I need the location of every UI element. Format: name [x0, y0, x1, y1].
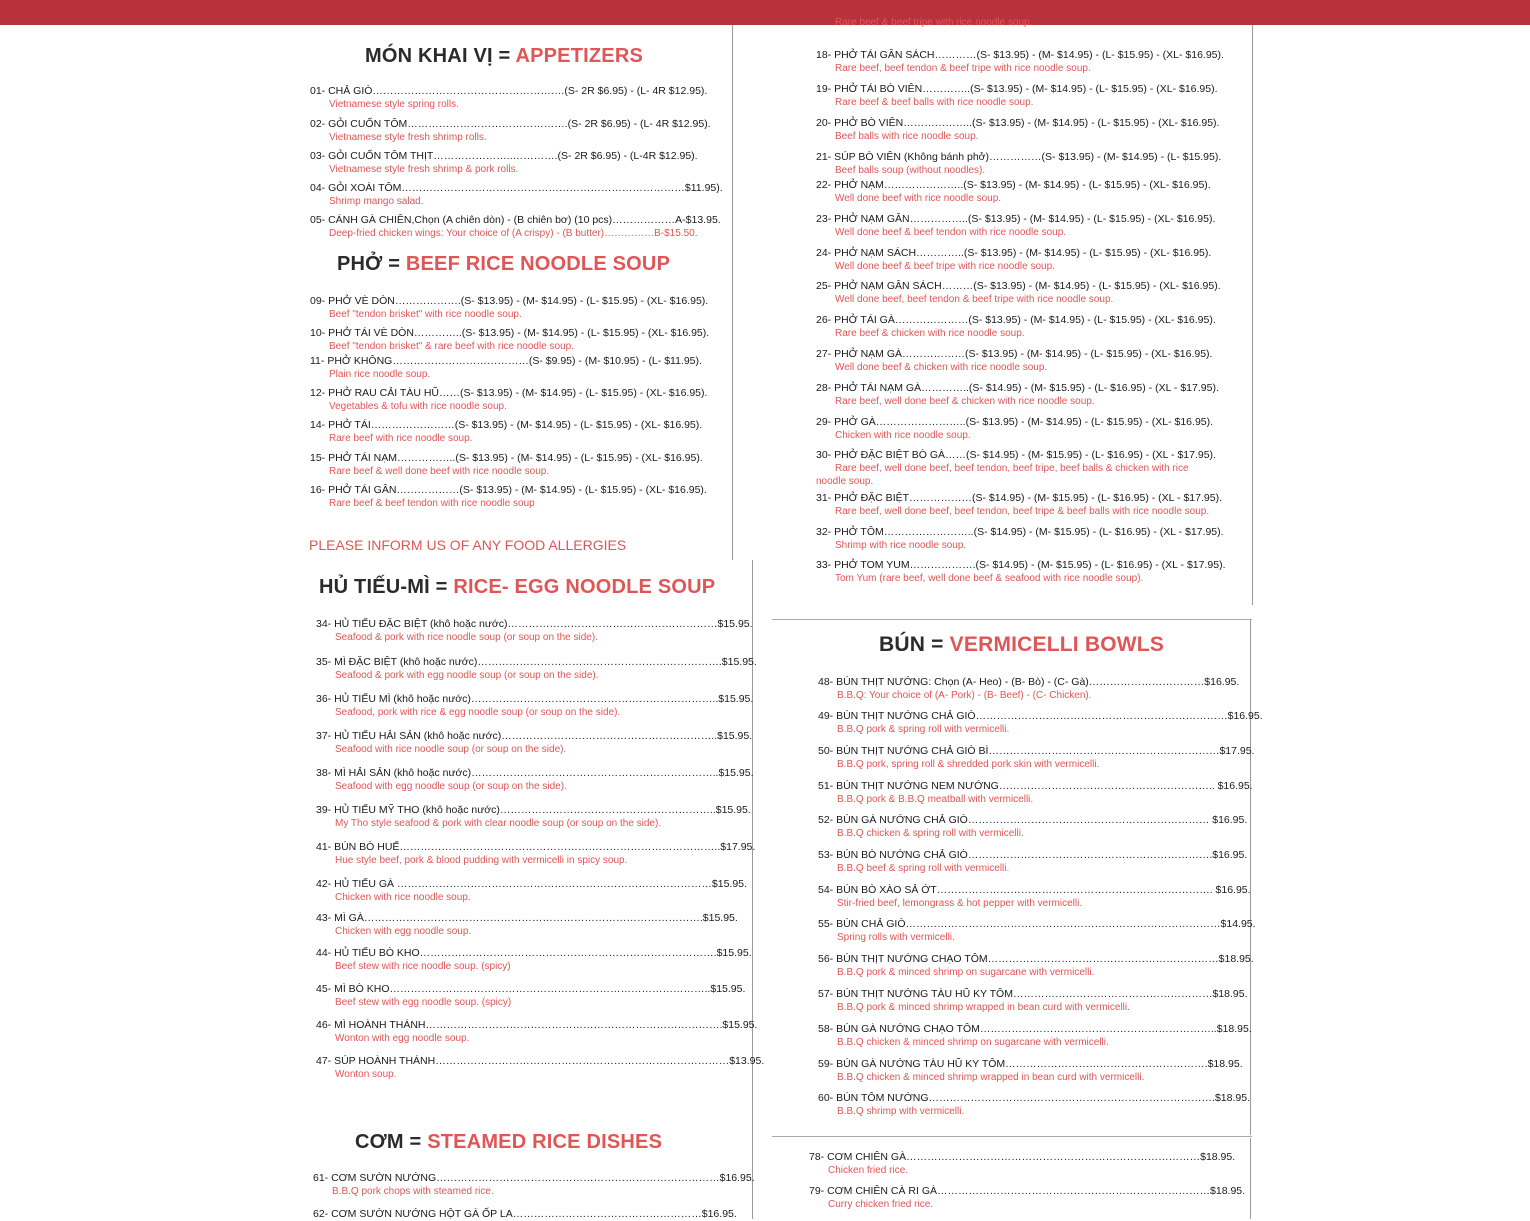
- item-description: Chicken fried rice.: [828, 1165, 909, 1176]
- top-banner-bar: [0, 0, 1530, 25]
- menu-item-16: [310, 484, 707, 510]
- item-description: Chicken with rice noodle soup.: [835, 430, 971, 441]
- menu-item-26: [816, 314, 1216, 340]
- item-description: Shrimp with rice noodle soup.: [835, 540, 967, 551]
- item-name: 39- HỦ TIẾU MỸ THO (khô hoặc nước)……………………………………………………..$15.95.: [316, 804, 751, 816]
- menu-item-33: [816, 559, 1226, 585]
- item-description: Vietnamese style fresh shrimp & pork rolls.: [329, 164, 519, 175]
- menu-item-62: [313, 1208, 737, 1221]
- menu-item-46: [316, 1019, 757, 1045]
- item-description: B.B.Q chicken & minced shrimp wrapped in bean curd with vermicelli.: [837, 1072, 1145, 1083]
- item-name: 33- PHỞ TOM YUM……………….(S- $14.95) - (M- $15.95) - (L- $16.95) - (XL - $17.95).: [816, 559, 1226, 571]
- menu-item-18: [816, 49, 1224, 75]
- item-description: Seafood with egg noodle soup (or soup on the side).: [335, 781, 567, 792]
- menu-item-25: [816, 280, 1221, 306]
- title-english: VERMICELLI BOWLS: [949, 633, 1165, 656]
- item-name: 62- CƠM SƯỜN NƯỚNG HỘT GÀ ỐP LA………………………………………………$16.95.: [313, 1208, 737, 1220]
- item-name: 12- PHỞ RAU CẢI TÀU HŨ……(S- $13.95) - (M- $14.95) - (L- $15.95) - (XL- $16.95).: [310, 387, 708, 399]
- item-description: B.B.Q pork & minced shrimp wrapped in bean curd with vermicelli.: [837, 1002, 1130, 1013]
- item-description: Seafood & pork with rice noodle soup (or soup on the side).: [335, 632, 598, 643]
- item-name: 50- BÚN THỊT NƯỚNG CHẢ GIÒ BÌ…………………………………………………………$17.95.: [818, 745, 1255, 757]
- item-description: Beef "tendon brisket" with rice noodle soup.: [329, 309, 522, 320]
- item-description: Rare beef & well done beef with rice noodle soup.: [329, 466, 550, 477]
- menu-item-48: [818, 676, 1239, 702]
- item-description: Spring rolls with vermicelli.: [837, 932, 955, 943]
- menu-item-12: [310, 387, 707, 413]
- menu-item-28: [816, 382, 1219, 408]
- item-description: B.B.Q: Your choice of (A- Pork) - (B- Beef) - (C- Chicken).: [837, 690, 1092, 701]
- title-vietnamese: BÚN: [879, 633, 926, 656]
- item-name: 54- BÚN BÒ XÀO SẢ ỚT……………………………………………………………………. $16.95.: [818, 884, 1251, 896]
- item-description: Chicken with egg noodle soup.: [335, 926, 472, 937]
- item-description: Seafood & pork with egg noodle soup (or soup on the side).: [335, 670, 599, 681]
- menu-item-01: [310, 85, 707, 111]
- item-name: 14- PHỞ TÁI……………………(S- $13.95) - (M- $14.95) - (L- $15.95) - (XL- $16.95).: [310, 419, 703, 431]
- item-description: Well done beef with rice noodle soup.: [835, 193, 1002, 204]
- item-description: Beef balls soup (without noodles).: [835, 165, 986, 176]
- item-name: 45- MÌ BÒ KHO………………………………………………………………………………..$15.95.: [316, 983, 746, 995]
- menu-item-52: [818, 814, 1247, 840]
- item-name: 41- BÚN BÒ HUẾ………………………………………………………………………………..$17.95.: [316, 841, 756, 853]
- item-description: Rare beef & beef tripe with rice noodle soup.: [835, 17, 1033, 28]
- menu-item-54: [818, 884, 1251, 910]
- item-description: Hue style beef, pork & blood pudding with vermicelli in spicy soup.: [335, 855, 628, 866]
- item-name: 19- PHỞ TÁI BÒ VIÊN…………..(S- $13.95) - (M- $14.95) - (L- $15.95) - (XL- $16.95).: [816, 83, 1218, 95]
- item-name: 05- CÁNH GÀ CHIÊN,Chọn (A chiên dòn) - (B chiên bơ) (10 pcs)………………A-$13.95.: [310, 214, 721, 226]
- menu-item-39: [316, 804, 751, 830]
- item-name: 55- BÚN CHẢ GIÒ………………………………………………………………………………$14.95.: [818, 918, 1256, 930]
- item-name: 24- PHỞ NẠM SÁCH…………..(S- $13.95) - (M- $14.95) - (L- $15.95) - (XL- $16.95).: [816, 247, 1212, 259]
- item-description: Wonton with egg noodle soup.: [335, 1033, 470, 1044]
- menu-item-21: [816, 151, 1221, 177]
- item-name: 15- PHỞ TÁI NẠM……………..(S- $13.95) - (M- $14.95) - (L- $15.95) - (XL- $16.95).: [310, 452, 703, 464]
- item-name: 53- BÚN BÒ NƯỚNG CHẢ GIÒ…………………………………………………………….$16.95.: [818, 849, 1248, 861]
- menu-item-31: [816, 492, 1222, 518]
- item-name: 03- GỎI CUỐN TÔM THỊT…………………..………….(S- 2R $6.95) - (L-4R $12.95).: [310, 150, 698, 162]
- menu-item-49: [818, 710, 1263, 736]
- menu-item-30: [816, 449, 1216, 488]
- panel-divider: [1250, 1138, 1251, 1219]
- item-name: 56- BÚN THỊT NƯỚNG CHẠO TÔM…………………………………………………………$18.95.: [818, 953, 1254, 965]
- item-name: 57- BÚN THỊT NƯỚNG TÀU HŨ KY TÔM…………………………………………………$18.95.: [818, 988, 1248, 1000]
- menu-item-56: [818, 953, 1254, 979]
- item-name: 27- PHỞ NẠM GÀ………………(S- $13.95) - (M- $14.95) - (L- $15.95) - (XL- $16.95).: [816, 348, 1213, 360]
- menu-item-38: [316, 767, 754, 793]
- item-description: Rare beef, well done beef & chicken with rice noodle soup.: [835, 396, 1095, 407]
- menu-item-60: [818, 1092, 1250, 1118]
- title-vietnamese: HỦ TIẾU-MÌ: [319, 576, 430, 598]
- item-description: Rare beef, beef tendon & beef tripe with rice noodle soup.: [835, 63, 1091, 74]
- item-name: 21- SÚP BÒ VIÊN (Không bánh phở)……………(S- $13.95) - (M- $14.95) - (L- $15.95).: [816, 151, 1222, 163]
- item-description: Chicken with rice noodle soup.: [335, 892, 471, 903]
- item-description: B.B.Q pork & minced shrimp on sugarcane with vermicelli.: [837, 967, 1095, 978]
- menu-item-17-desc: [816, 16, 1032, 29]
- menu-item-78: [809, 1151, 1235, 1177]
- title-vietnamese: MÓN KHAI VỊ: [365, 45, 493, 67]
- item-name: 60- BÚN TÔM NƯỚNG……………………………………………………………………….$18.95.: [818, 1092, 1250, 1104]
- menu-item-10: [310, 327, 709, 353]
- item-description: Seafood with rice noodle soup (or soup on the side).: [335, 744, 567, 755]
- item-name: 59- BÚN GÀ NƯỚNG TÀU HŨ KY TÔM………………………………………………….$18.95.: [818, 1058, 1243, 1070]
- item-description: My Tho style seafood & pork with clear noodle soup (or soup on the side).: [335, 818, 662, 829]
- item-description: B.B.Q chicken & minced shrimp on sugarcane with vermicelli.: [837, 1037, 1109, 1048]
- item-description: Deep-fried chicken wings: Your choice of (A crispy) - (B butter)……………B-$15.50.: [329, 228, 698, 239]
- title-equals: =: [435, 576, 448, 598]
- item-description: Well done beef & beef tendon with rice noodle soup.: [835, 227, 1067, 238]
- item-name: 58- BÚN GÀ NƯỚNG CHẠO TÔM…………………………………………………………..$18.95.: [818, 1023, 1252, 1035]
- menu-item-32: [816, 526, 1224, 552]
- item-name: 61- CƠM SƯỜN NƯỚNG………………………………………………………………………$16.95.: [313, 1172, 755, 1184]
- title-equals: =: [931, 633, 944, 656]
- menu-item-24: [816, 247, 1211, 273]
- item-name: 42- HỦ TIẾU GÀ ………………………………………………………………………………$15.95.: [316, 878, 747, 890]
- menu-item-15: [310, 452, 703, 478]
- item-name: 10- PHỞ TÁI VÈ DÒN…………..(S- $13.95) - (M- $14.95) - (L- $15.95) - (XL- $16.95).: [310, 327, 710, 339]
- item-name: 49- BÚN THỊT NƯỚNG CHẢ GIÒ………………………………………………………………$16.95.: [818, 710, 1263, 722]
- item-description: Well done beef & beef tripe with rice noodle soup.: [835, 261, 1055, 272]
- menu-item-47: [316, 1055, 764, 1081]
- menu-item-03: [310, 150, 698, 176]
- item-description: Plain rice noodle soup.: [329, 369, 431, 380]
- item-name: 51- BÚN THỊT NƯỚNG NEM NƯỚNG…………………………………………………….. $16.95.: [818, 780, 1253, 792]
- item-name: 34- HỦ TIẾU ĐẶC BIỆT (khô hoặc nước)……………………………………………………$15.95.: [316, 618, 753, 630]
- item-name: 47- SÚP HOÀNH THÁNH…………………………………………………………………………$13.95.: [316, 1055, 765, 1067]
- item-name: 37- HỦ TIẾU HẢI SẢN (khô hoặc nước)……………………………………………………..$15.95.: [316, 730, 753, 742]
- menu-item-59: [818, 1058, 1243, 1084]
- menu-item-43: [316, 912, 738, 938]
- item-description: Beef balls with rice noodle soup.: [835, 131, 979, 142]
- panel-divider: [772, 1136, 1252, 1137]
- item-description: Well done beef & chicken with rice noodle soup.: [835, 362, 1048, 373]
- item-name: 38- MÌ HẢI SẢN (khô hoặc nước)……………………………………………………………..$15.95.: [316, 767, 754, 779]
- item-description: B.B.Q pork chops with steamed rice.: [332, 1186, 494, 1197]
- item-description: Tom Yum (rare beef, well done beef & seafood with rice noodle soup).: [835, 573, 1144, 584]
- menu-item-23: [816, 213, 1215, 239]
- item-name: 52- BÚN GÀ NƯỚNG CHẢ GIÒ…………………………………………………………… $16.95.: [818, 814, 1248, 826]
- title-equals: =: [409, 1131, 422, 1153]
- menu-item-55: [818, 918, 1256, 944]
- menu-item-44: [316, 947, 752, 973]
- item-description: Wonton soup.: [335, 1069, 397, 1080]
- menu-item-19: [816, 83, 1218, 109]
- item-name: 79- CƠM CHIÊN CÀ RI GÀ……………………………………………………………………$18.95.: [809, 1185, 1246, 1197]
- menu-item-35: [316, 656, 757, 682]
- item-name: 35- MÌ ĐẶC BIỆT (khô hoặc nước)…………………………………………………………….$15.95.: [316, 656, 757, 668]
- item-description: B.B.Q pork, spring roll & shredded pork skin with vermicelli.: [837, 759, 1100, 770]
- section-title-hu-tieu: [319, 576, 715, 599]
- title-english: BEEF RICE NOODLE SOUP: [405, 253, 671, 275]
- item-description: Well done beef, beef tendon & beef tripe with rice noodle soup.: [835, 294, 1114, 305]
- menu-item-50: [818, 745, 1254, 771]
- item-description: Rare beef, well done beef, beef tendon, beef tripe, beef balls & chicken with rice: [835, 463, 1189, 474]
- item-name: 16- PHỞ TÁI GÂN………………(S- $13.95) - (M- $14.95) - (L- $15.95) - (XL- $16.95).: [310, 484, 707, 496]
- item-description: Stir-fried beef, lemongrass & hot pepper with vermicelli.: [837, 898, 1083, 909]
- item-description: B.B.Q chicken & spring roll with vermicelli.: [837, 828, 1024, 839]
- menu-item-79: [809, 1185, 1245, 1211]
- item-description: Beef stew with egg noodle soup. (spicy): [335, 997, 512, 1008]
- title-equals: =: [498, 45, 511, 67]
- item-description: Curry chicken fried rice.: [828, 1199, 934, 1210]
- menu-item-42: [316, 878, 747, 904]
- menu-item-04: [310, 182, 723, 208]
- item-description: Beef "tendon brisket" & rare beef with rice noodle soup.: [329, 341, 575, 352]
- item-name: 28- PHỞ TÁI NẠM GÀ…………..(S- $14.95) - (M- $15.95) - (L- $16.95) - (XL - $17.95).: [816, 382, 1219, 394]
- menu-item-41: [316, 841, 755, 867]
- menu-item-22: [816, 179, 1211, 205]
- item-name: 02- GỎI CUỐN TÔM……………………………………….(S- 2R $6.95) - (L- 4R $12.95).: [310, 118, 711, 130]
- item-name: 48- BÚN THỊT NƯỚNG: Chọn (A- Heo) - (B- Bò) - (C- Gà)……………………………$16.95.: [818, 676, 1240, 688]
- panel-divider: [732, 25, 733, 560]
- item-name: 25- PHỞ NẠM GÂN SÁCH………(S- $13.95) - (M- $14.95) - (L- $15.95) - (XL- $16.95).: [816, 280, 1221, 292]
- panel-divider: [772, 619, 1252, 620]
- menu-item-29: [816, 416, 1213, 442]
- item-description: Vietnamese style fresh shrimp rolls.: [329, 132, 487, 143]
- menu-item-51: [818, 780, 1253, 806]
- item-description: Rare beef with rice noodle soup.: [329, 433, 473, 444]
- item-name: 46- MÌ HOÀNH THÁNH………………………………………………………………………….$15.95.: [316, 1019, 758, 1031]
- menu-item-61: [313, 1172, 755, 1198]
- menu-item-09: [310, 295, 708, 321]
- item-name: 26- PHỞ TÁI GÀ…………………(S- $13.95) - (M- $14.95) - (L- $15.95) - (XL- $16.95).: [816, 314, 1216, 326]
- item-name: 43- MÌ GÀ…………………………………………………………………………………….$15.95.: [316, 912, 738, 924]
- panel-divider: [1252, 25, 1253, 605]
- item-description: Rare beef, well done beef, beef tendon, beef tripe & beef balls with rice noodle soup.: [835, 506, 1210, 517]
- menu-item-11: [310, 355, 702, 381]
- title-vietnamese: CƠM: [355, 1131, 404, 1153]
- menu-item-45: [316, 983, 745, 1009]
- menu-item-34: [316, 618, 753, 644]
- section-title-bun: [879, 633, 1164, 657]
- panel-divider: [1250, 620, 1251, 1135]
- item-name: 32- PHỞ TÔM……………………..(S- $14.95) - (M- $15.95) - (L- $16.95) - (XL - $17.95).: [816, 526, 1224, 538]
- section-title-appetizers: [365, 45, 643, 68]
- menu-item-53: [818, 849, 1247, 875]
- item-name: 04- GỎI XOÀI TÔM………………………………………………………………………$11.95).: [310, 182, 723, 194]
- menu-item-14: [310, 419, 702, 445]
- allergy-notice: PLEASE INFORM US OF ANY FOOD ALLERGIES: [309, 537, 627, 553]
- item-description: Shrimp mango salad.: [329, 196, 424, 207]
- item-description: B.B.Q shrimp with vermicelli.: [837, 1106, 965, 1117]
- item-name: 36- HỦ TIẾU MÌ (khô hoặc nước)……………………………………………………………..$15.95.: [316, 693, 754, 705]
- item-name: 44- HỦ TIẾU BÒ KHO………………………………………………………………………….$15.95.: [316, 947, 752, 959]
- item-description: Vegetables & tofu with rice noodle soup.: [329, 401, 507, 412]
- item-description: B.B.Q beef & spring roll with vermicelli.: [837, 863, 1010, 874]
- title-english: APPETIZERS: [515, 45, 644, 67]
- item-name: 22- PHỞ NẠM…………………..(S- $13.95) - (M- $14.95) - (L- $15.95) - (XL- $16.95).: [816, 179, 1211, 191]
- menu-item-58: [818, 1023, 1252, 1049]
- item-name: 11- PHỞ KHÔNG…………………………………(S- $9.95) - (M- $10.95) - (L- $11.95).: [310, 355, 702, 367]
- title-english: RICE- EGG NOODLE SOUP: [453, 576, 716, 598]
- item-name: 18- PHỞ TÁI GÂN SÁCH…………(S- $13.95) - (M- $14.95) - (L- $15.95) - (XL- $16.95).: [816, 49, 1224, 61]
- item-description: Beef stew with rice noodle soup. (spicy): [335, 961, 511, 972]
- item-description: Vietnamese style spring rolls.: [329, 99, 459, 110]
- item-name: 23- PHỞ NẠM GÂN……………..(S- $13.95) - (M- $14.95) - (L- $15.95) - (XL- $16.95).: [816, 213, 1216, 225]
- item-description: Rare beef & beef tendon with rice noodle soup: [329, 498, 535, 509]
- title-english: STEAMED RICE DISHES: [427, 1131, 663, 1153]
- menu-item-05: [310, 214, 721, 240]
- item-description: B.B.Q pork & spring roll with vermicelli.: [837, 724, 1010, 735]
- item-description-continued: noodle soup.: [816, 476, 874, 487]
- title-equals: =: [388, 253, 401, 275]
- item-name: 29- PHỞ GÀ……………………..(S- $13.95) - (M- $14.95) - (L- $15.95) - (XL- $16.95).: [816, 416, 1214, 428]
- menu-item-02: [310, 118, 711, 144]
- menu-item-37: [316, 730, 752, 756]
- item-name: 09- PHỞ VÈ DÒN……………….(S- $13.95) - (M- $14.95) - (L- $15.95) - (XL- $16.95).: [310, 295, 709, 307]
- menu-item-20: [816, 117, 1219, 143]
- menu-item-27: [816, 348, 1212, 374]
- menu-item-36: [316, 693, 753, 719]
- item-name: 31- PHỞ ĐẶC BIỆT………………(S- $14.95) - (M- $15.95) - (L- $16.95) - (XL - $17.95).: [816, 492, 1222, 504]
- item-name: 20- PHỞ BÒ VIÊN………………..(S- $13.95) - (M- $14.95) - (L- $15.95) - (XL- $16.95).: [816, 117, 1220, 129]
- section-title-com: [355, 1131, 662, 1154]
- item-name: 78- CƠM CHIÊN GÀ…………………………………………………………………………$18.95.: [809, 1151, 1236, 1163]
- item-name: 01- CHẢ GIÒ……………………………………………….(S- 2R $6.95) - (L- 4R $12.95).: [310, 85, 708, 97]
- section-title-pho: [337, 253, 670, 276]
- item-name: 30- PHỞ ĐẶC BIỆT BÒ GÀ……(S- $14.95) - (M- $15.95) - (L- $16.95) - (XL - $17.95).: [816, 449, 1216, 461]
- title-vietnamese: PHỞ: [337, 253, 383, 275]
- item-description: B.B.Q pork & B.B.Q meatball with vermicelli.: [837, 794, 1034, 805]
- menu-item-57: [818, 988, 1247, 1014]
- item-description: Seafood, pork with rice & egg noodle soup (or soup on the side).: [335, 707, 621, 718]
- item-description: Rare beef & beef balls with rice noodle soup.: [835, 97, 1034, 108]
- item-description: Rare beef & chicken with rice noodle soup.: [835, 328, 1025, 339]
